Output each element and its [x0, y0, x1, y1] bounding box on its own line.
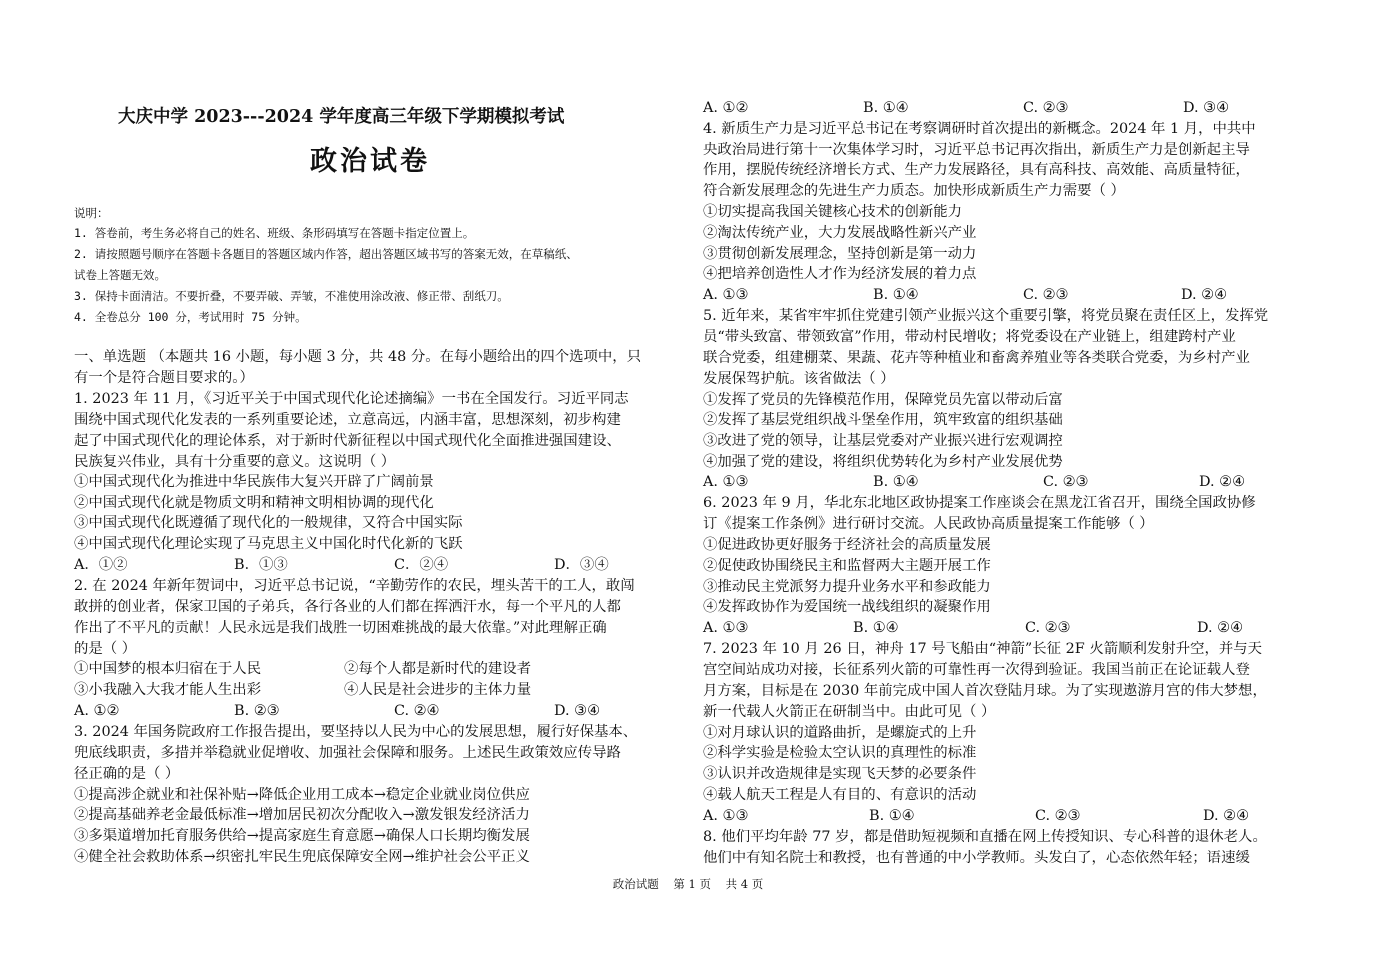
question-line: 作用，摆脱传统经济增长方式、生产力发展路径，具有高科技、高效能、高质量特征， — [703, 162, 1250, 178]
option-c: C. ②③ — [1023, 287, 1069, 303]
option-c: C. ②③ — [1035, 808, 1081, 824]
option-b: B. ②③ — [234, 703, 280, 719]
statement: ④载人航天工程是人有目的、有意识的活动 — [703, 787, 977, 803]
option-c: C. ②③ — [1023, 100, 1069, 116]
section-line: 一、单选题 （本题共 16 小题，每小题 3 分，共 48 分。在每小题给出的四个选项中，只 — [74, 349, 642, 365]
answer-options — [74, 555, 609, 575]
statement-pair — [74, 680, 531, 700]
question-line: 1. 2023 年 11 月，《习近平关于中国式现代化论述摘编》一书在全国发行。习近平同志 — [74, 391, 629, 407]
question-line: 新一代载人火箭正在研制当中。由此可见（ ） — [703, 704, 996, 720]
option-c: C. ②③ — [1043, 474, 1089, 490]
option-d: D．③④ — [554, 557, 609, 573]
question-line: 订《提案工作条例》进行研讨交流。人民政协高质量提案工作能够（ ） — [703, 516, 1154, 532]
question-line: 4. 新质生产力是习近平总书记在考察调研时首次提出的新概念。2024 年 1 月，中共中 — [703, 121, 1256, 137]
statement: ②科学实验是检验太空认识的真理性的标准 — [703, 745, 977, 761]
answer-options — [703, 472, 1245, 492]
question-line: 他们中有知名院士和教授，也有普通的中小学教师。头发白了，心态依然年轻；语速缓 — [703, 850, 1250, 866]
option-c: C．②④ — [394, 557, 449, 573]
option-a: A. ①③ — [703, 620, 749, 636]
question-line: 的是（ ） — [74, 641, 137, 657]
statement: ④发挥政协作为爱国统一战线组织的凝聚作用 — [703, 599, 991, 615]
option-b: B．①③ — [234, 557, 288, 573]
option-c: C. ②④ — [394, 703, 440, 719]
option-d: D. ③④ — [1183, 100, 1229, 116]
question-line: 宫空间站成功对接，长征系列火箭的可靠性再一次得到验证。我国当前正在论证载人登 — [703, 662, 1250, 678]
statement: ①中国式现代化为推进中华民族伟大复兴开辟了广阔前景 — [74, 474, 434, 490]
option-d: D. ③④ — [554, 703, 600, 719]
statement: ①对月球认识的道路曲折，是螺旋式的上升 — [703, 725, 977, 741]
question-line: 作出了不平凡的贡献！人民永远是我们战胜一切困难挑战的最大依靠。”对此理解正确 — [74, 620, 607, 636]
option-d: D. ②④ — [1181, 287, 1227, 303]
option-a: A. ①② — [74, 703, 120, 719]
statement: ③小我融入大我才能人生出彩 — [74, 682, 262, 698]
question-line: 2. 在 2024 年新年贺词中，习近平总书记说，“辛勤劳作的农民，埋头苦干的工人，敢闯 — [74, 578, 635, 594]
question-line: 起了中国式现代化的理论体系，对于新时代新征程以中国式现代化全面推进强国建设、 — [74, 433, 621, 449]
instruction-line: 1. 答卷前，考生务必将自己的姓名、班级、条形码填写在答题卡指定位置上。 — [74, 226, 475, 240]
statement: ①发挥了党员的先锋模范作用，保障党员先富以带动后富 — [703, 392, 1063, 408]
option-a: A. ①③ — [703, 808, 749, 824]
statement: ③改进了党的领导，让基层党委对产业振兴进行宏观调控 — [703, 433, 1063, 449]
instruction-line: 3. 保持卡面清洁。不要折叠，不要弄破、弄皱，不准使用涂改液、修正带、刮纸刀。 — [74, 289, 509, 303]
statement: ③中国式现代化既遵循了现代化的一般规律，又符合中国实际 — [74, 515, 463, 531]
q3-answer-options — [703, 98, 1229, 118]
question-line: 央政治局进行第十一次集体学习时，习近平总书记再次指出，新质生产力是创新起主导 — [703, 142, 1250, 158]
statement: ②淘汰传统产业，大力发展战略性新兴产业 — [703, 225, 977, 241]
section-line: 有一个是符合题目要求的。） — [74, 370, 254, 386]
statement: ①促进政协更好服务于经济社会的高质量发展 — [703, 537, 991, 553]
question-line: 径正确的是（ ） — [74, 766, 180, 782]
statement: ④加强了党的建设，将组织优势转化为乡村产业发展优势 — [703, 454, 1063, 470]
statement: ①提高涉企就业和社保补贴→降低企业用工成本→稳定企业就业岗位供应 — [74, 787, 530, 803]
instruction-line: 4. 全卷总分 100 分，考试用时 75 分钟。 — [74, 310, 307, 324]
statement: ④把培养创造性人才作为经济发展的着力点 — [703, 266, 977, 282]
question-line: 8. 他们平均年龄 77 岁，都是借助短视频和直播在网上传授知识、专心科普的退休老人。 — [703, 829, 1267, 845]
question-line: 7. 2023 年 10 月 26 日，神舟 17 号飞船由“神箭”长征 2F 火箭顺利发射升空，并与天 — [703, 641, 1263, 657]
statement: ②促使政协围绕民主和监督两大主题开展工作 — [703, 558, 991, 574]
statement: ①中国梦的根本归宿在于人民 — [74, 661, 262, 677]
option-d: D. ②④ — [1203, 808, 1249, 824]
statement: ③贯彻创新发展理念，坚持创新是第一动力 — [703, 246, 977, 262]
statement: ③推动民主党派努力提升业务水平和参政能力 — [703, 579, 991, 595]
instruction-line: 2. 请按照题号顺序在答题卡各题目的答题区域内作答，超出答题区域书写的答案无效，在草稿纸、 — [74, 247, 578, 261]
answer-options — [703, 285, 1227, 305]
question-line: 兜底线职责，多措并举稳就业促增收、加强社会保障和服务。上述民生政策效应传导路 — [74, 745, 621, 761]
option-a: A. ①③ — [703, 287, 749, 303]
statement: ②提高基础养老金最低标准→增加居民初次分配收入→激发银发经济活力 — [74, 807, 530, 823]
exam-title: 大庆中学 2023---2024 学年度高三年级下学期模拟考试 — [118, 107, 565, 127]
statement: ①切实提高我国关键核心技术的创新能力 — [703, 204, 963, 220]
question-line: 敢拼的创业者，保家卫国的子弟兵，各行各业的人们都在挥洒汗水，每一个平凡的人都 — [74, 599, 621, 615]
question-line: 民族复兴伟业，具有十分重要的意义。这说明（ ） — [74, 454, 396, 470]
statement: ④健全社会救助体系→织密扎牢民生兜底保障安全网→维护社会公平正义 — [74, 849, 530, 865]
statement: ④中国式现代化理论实现了马克思主义中国化时代化新的飞跃 — [74, 536, 463, 552]
statement: ③认识并改造规律是实现飞天梦的必要条件 — [703, 766, 977, 782]
answer-options — [703, 618, 1243, 638]
question-line: 符合新发展理念的先进生产力质态。加快形成新质生产力需要（ ） — [703, 183, 1125, 199]
answer-options — [74, 701, 600, 721]
option-b: B. ①④ — [853, 620, 899, 636]
option-c: C. ②③ — [1025, 620, 1071, 636]
option-d: D. ②④ — [1197, 620, 1243, 636]
statement: ③多渠道增加托育服务供给→提高家庭生育意愿→确保人口长期均衡发展 — [74, 828, 530, 844]
question-line: 月方案，目标是在 2030 年前完成中国人首次登陆月球。为了实现遨游月宫的伟大梦想， — [703, 683, 1267, 699]
option-a: A. ①② — [703, 100, 749, 116]
question-line: 5. 近年来，某省牢牢抓住党建引领产业振兴这个重要引擎，将党员聚在责任区上，发挥党 — [703, 308, 1269, 324]
option-b: B. ①④ — [873, 287, 919, 303]
question-line: 6. 2023 年 9 月，华北东北地区政协提案工作座谈会在黑龙江省召开，围绕全国政协修 — [703, 495, 1256, 511]
option-a: A．①② — [74, 557, 128, 573]
subject-title: 政治试卷 — [310, 146, 430, 177]
option-d: D. ②④ — [1199, 474, 1245, 490]
question-line: 3. 2024 年国务院政府工作报告提出，要坚持以人民为中心的发展思想，履行好保基本、 — [74, 724, 638, 740]
question-line: 员“带头致富、带领致富”作用，带动村民增收；将党委设在产业链上，组建跨村产业 — [703, 329, 1236, 345]
statement: ②中国式现代化就是物质文明和精神文明相协调的现代化 — [74, 495, 434, 511]
statement-pair — [74, 659, 531, 679]
statement: ②每个人都是新时代的建设者 — [344, 661, 532, 677]
answer-options — [703, 806, 1249, 826]
option-b: B. ①④ — [869, 808, 915, 824]
page-footer: 政治试题 第 1 页 共 4 页 — [612, 877, 764, 891]
instruction-line: 试卷上答题无效。 — [74, 268, 166, 282]
question-line: 联合党委，组建棚菜、果蔬、花卉等种植业和畜禽养殖业等各类联合党委，为乡村产业 — [703, 350, 1250, 366]
statement: ④人民是社会进步的主体力量 — [344, 682, 532, 698]
statement: ②发挥了基层党组织战斗堡垒作用，筑牢致富的组织基础 — [703, 412, 1063, 428]
option-b: B. ①④ — [863, 100, 909, 116]
question-line: 发展保驾护航。该省做法（ ） — [703, 371, 895, 387]
option-b: B. ①④ — [873, 474, 919, 490]
option-a: A. ①③ — [703, 474, 749, 490]
instructions-heading: 说明： — [74, 206, 109, 220]
question-line: 围绕中国式现代化发表的一系列重要论述，立意高远，内涵丰富，思想深刻，初步构建 — [74, 412, 621, 428]
